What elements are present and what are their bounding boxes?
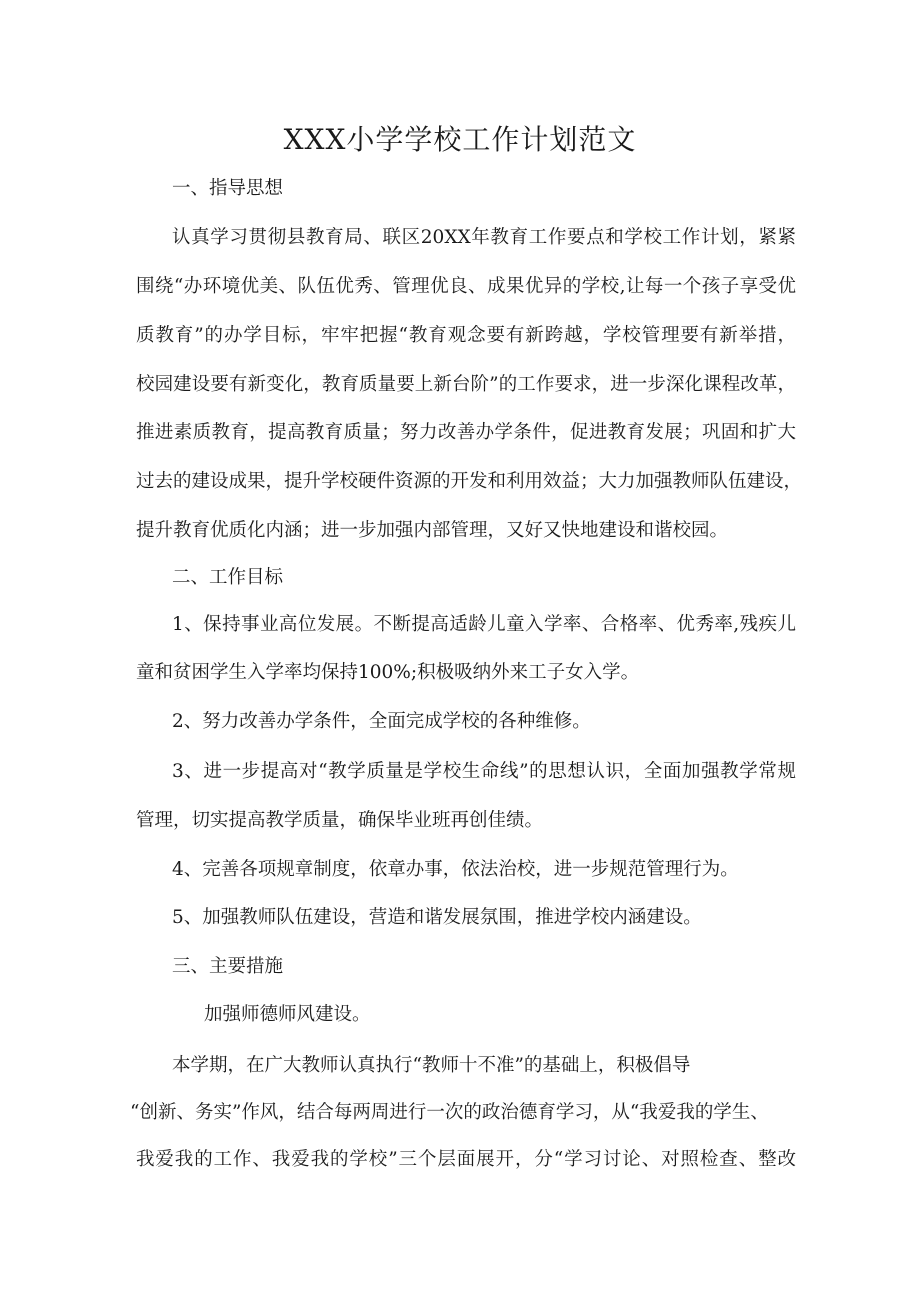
paragraph-line: 推进素质教育，提高教育质量；努力改善办学条件，促进教育发展；巩固和扩大 xyxy=(136,422,796,443)
section-heading-work-goals: 二、工作目标 xyxy=(172,567,284,588)
document-title: XXX小学学校工作计划范文 xyxy=(283,123,637,156)
paragraph-line: 校园建设要有新变化，教育质量要上新台阶”的工作要求，进一步深化课程改革， xyxy=(136,374,796,395)
goal-item-line: 4、完善各项规章制度，依章办事，依法治校，进一步规范管理行为。 xyxy=(172,859,739,880)
goal-item-line: 5、加强教师队伍建设，营造和谐发展氛围，推进学校内涵建设。 xyxy=(172,907,702,928)
paragraph-line: 认真学习贯彻县教育局、联区20XX年教育工作要点和学校工作计划，紧紧 xyxy=(172,227,796,248)
section-heading-main-measures: 三、主要措施 xyxy=(172,956,284,977)
goal-item-line: 3、进一步提高对“教学质量是学校生命线”的思想认识，全面加强教学常规 xyxy=(172,761,796,782)
paragraph-line: 过去的建设成果，提升学校硬件资源的开发和利用效益；大力加强教师队伍建设， xyxy=(136,471,803,492)
subsection-heading: 加强师德师风建设。 xyxy=(204,1004,371,1025)
paragraph-line: 本学期，在广大教师认真执行“教师十不准”的基础上，积极倡导 xyxy=(172,1055,691,1076)
paragraph-line: “创新、务实”作风，结合每两周进行一次的政治德育学习，从“我爱我的学生、 xyxy=(130,1102,769,1123)
goal-item-line: 童和贫困学生入学率均保持100%;积极吸纳外来工子女入学。 xyxy=(136,662,640,683)
paragraph-line: 质教育”的办学目标，牢牢把握“教育观念要有新跨越，学校管理要有新举措， xyxy=(136,325,796,346)
paragraph-line: 我爱我的工作、我爱我的学校”三个层面展开，分“学习讨论、对照检查、整改 xyxy=(136,1149,796,1170)
section-heading-guiding-ideology: 一、指导思想 xyxy=(172,178,284,199)
paragraph-line: 提升教育优质化内涵；进一步加强内部管理，又好又快地建设和谐校园。 xyxy=(136,520,729,541)
paragraph-line: 围绕“办环境优美、队伍优秀、管理优良、成果优异的学校,让每一个孩子享受优 xyxy=(136,276,796,297)
goal-item-line: 管理，切实提高教学质量，确保毕业班再创佳绩。 xyxy=(136,810,544,831)
goal-item-line: 2、努力改善办学条件，全面完成学校的各种维修。 xyxy=(172,711,591,732)
goal-item-line: 1、保持事业高位发展。不断提高适龄儿童入学率、合格率、优秀率,残疾儿 xyxy=(172,614,796,635)
